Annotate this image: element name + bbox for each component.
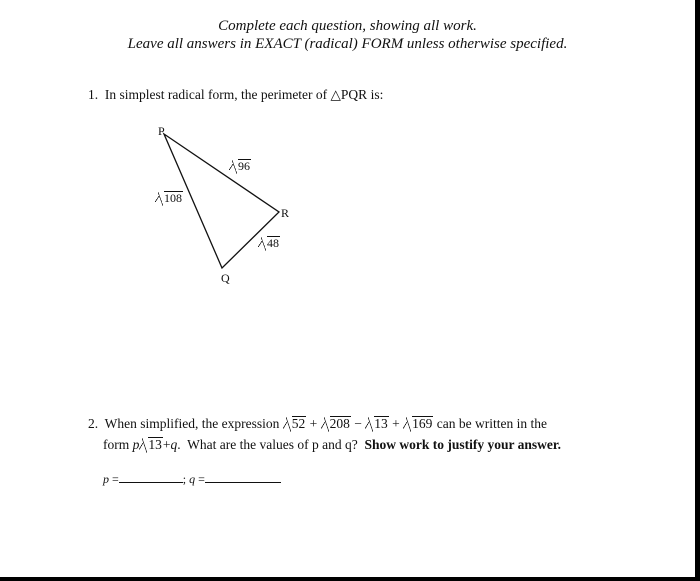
answer-q-blank[interactable] [205,482,281,483]
side-qr-length [258,236,280,251]
expression-term-4: 169 [403,416,433,432]
side-pr-radicand: 96 [238,159,250,173]
side-pq-radicand: 108 [164,191,182,205]
question-2-number: 2. [88,416,99,431]
question-1-text: In simplest radical form, the perimeter of △PQR is: [104,87,384,102]
question-2-tail: can be written in the [436,416,547,431]
question-2-intro: When simplified, the expression [104,416,280,431]
question-2-line-2: form p 13+q. What are the values of p and q? Show work to justify your answer. [103,437,561,452]
side-pq-length [155,191,183,206]
question-1-number: 1. [88,87,99,102]
expression-op-3: + [392,416,400,431]
expression-op-1: + [309,416,318,431]
answer-line: p = ; q = [103,472,281,487]
side-qr-radicand: 48 [267,236,279,250]
question-2-line-1 [88,416,547,432]
form-variable-q: q [170,437,178,452]
question-2-instruction: Show work to justify your answer. [364,437,561,452]
answer-p-blank[interactable] [119,482,183,483]
expression-term-2: 208 [321,416,351,432]
vertex-r-label: R [281,206,290,220]
question-2-question: What are the values of p and q? [187,437,358,452]
instructions-line-1: Complete each question, showing all work. [218,18,477,34]
form-variable-p: p [132,437,140,452]
vertex-p-label: P [158,124,165,138]
expression-term-3: 13 [365,416,389,432]
instructions-line-2: Leave all answers in EXACT (radical) FORM unless otherwise specified. [127,36,568,52]
expression-op-2: − [354,416,362,431]
expression-term-1: 52 [283,416,307,432]
side-pr-length [229,159,251,174]
form-radical: 13 [139,437,163,453]
vertex-q-label: Q [221,271,230,285]
